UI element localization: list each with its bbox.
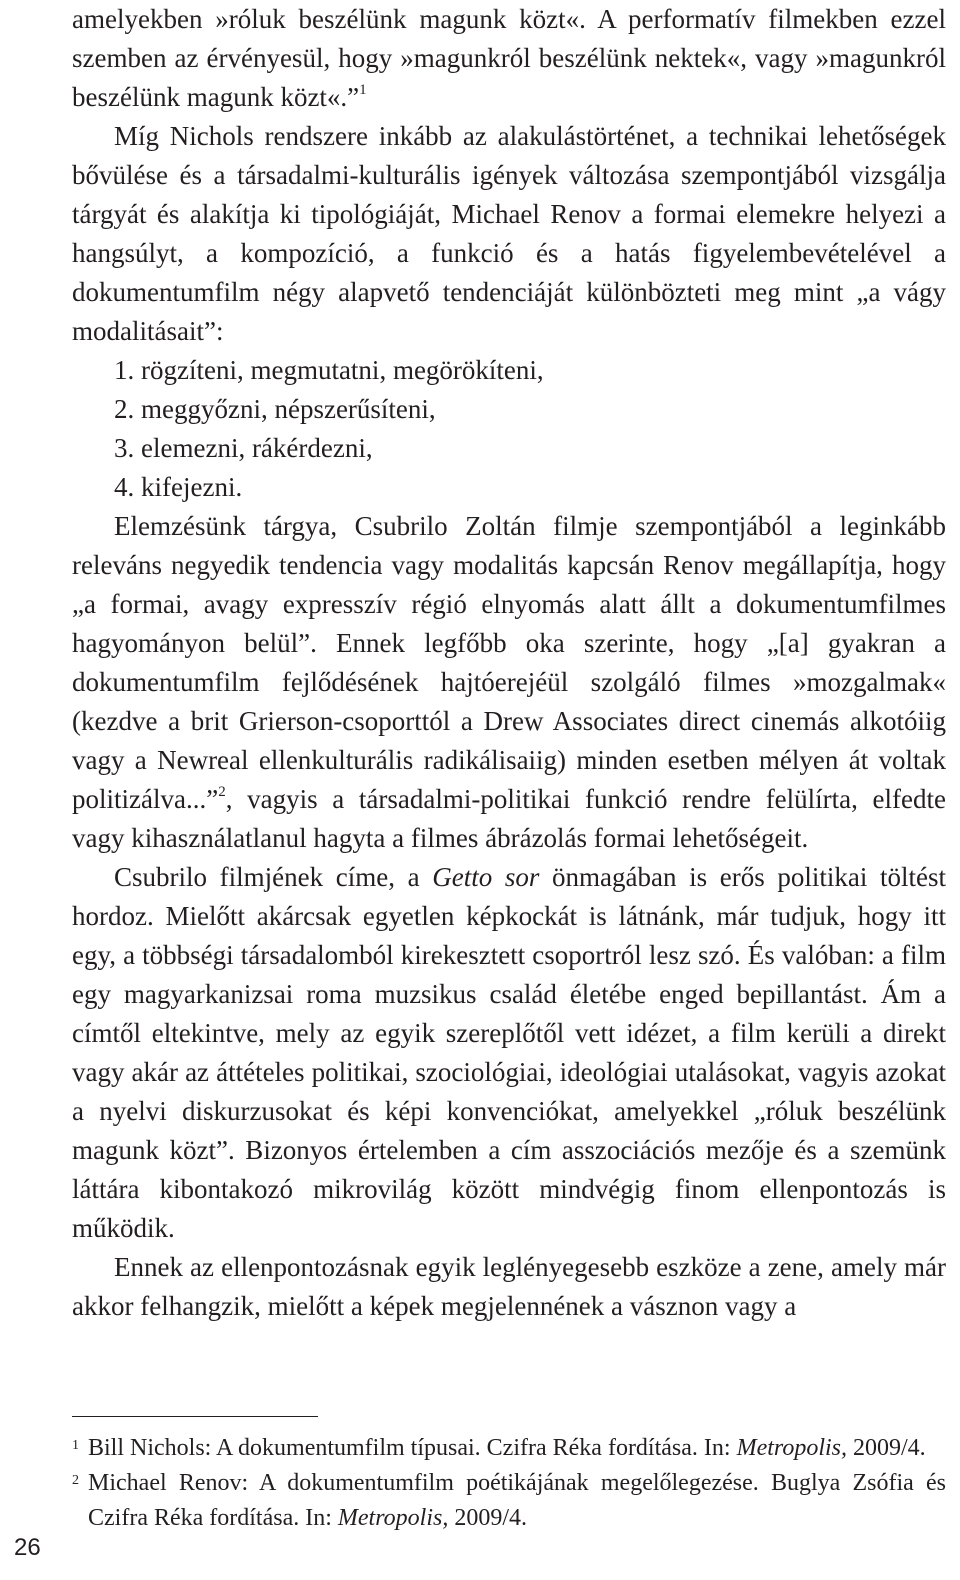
footnote-divider	[72, 1416, 318, 1417]
paragraph-text: amelyekben »róluk beszélünk magunk közt«. A performatív filmekben ezzel szemben az érvényesül, hogy »magunkról beszélünk nektek«, vagy »magunkról beszélünk magunk közt«.”	[72, 4, 946, 112]
list-item: 1. rögzíteni, megmutatni, megörökíteni,	[114, 355, 544, 385]
paragraph: Míg Nichols rendszere inkább az alakulástörténet, a technikai lehetőségek bővülése és a társadalmi-kulturális igények változása szempontjából vizsgálja tárgyát és alakítja ki tipológiáját, Michael Renov a formai elemekre helyezi a hangsúlyt, a kompozíció, a funkció és a hatás figyelembevételével a dokumentumfilm négy alapvető tendenciáját különbözteti meg mint „a vágy modalitásait”:	[72, 121, 946, 346]
list-item: 4. kifejezni.	[114, 472, 243, 502]
journal-title: Metropolis,	[337, 1505, 449, 1531]
footnote-ref[interactable]: 2	[218, 784, 226, 800]
footnote-citation: Bill Nichols: A dokumentumfilm típusai. Czifra Réka fordítása. In:	[88, 1435, 737, 1461]
footnote-ref[interactable]: 1	[359, 82, 367, 98]
paragraph-text: önmagában is erős politikai töltést hordoz. Mielőtt akárcsak egyetlen képkockát is látnánk, már tudjuk, hogy itt egy, a többségi társadalomból kirekesztett csoportról lesz szó. És valóban: a film egy magyarkanizsai roma muzsikus család életébe enged bepillantást. Ám a címtől eltekintve, mely az egyik szereplőtől vett idézet, a film kerüli a direkt vagy akár az áttételes politikai, szociológiai, ideológiai utalásokat, vagyis azokat a nyelvi diskurzusokat és képi konvenciókat, amelyekkel „róluk beszélünk magunk közt”. Bizonyos értelemben a cím asszociációs mezője és a szemünk láttára kibontakozó mikrovilág között mindvégig finom ellenpontozás is működik.	[72, 862, 946, 1243]
footnote-issue: 2009/4.	[847, 1435, 926, 1461]
footnote	[72, 1431, 946, 1466]
list-item: 3. elemezni, rákérdezni,	[114, 433, 373, 463]
page-number: 26	[14, 1534, 41, 1561]
footnote-text	[88, 1431, 946, 1466]
footnotes	[72, 1431, 946, 1536]
footnote-number: 2	[72, 1473, 79, 1488]
paragraph	[72, 507, 946, 858]
journal-title: Metropolis,	[736, 1435, 848, 1461]
paragraph	[72, 858, 946, 1248]
paragraph-text: Csubrilo filmjének címe, a	[114, 862, 433, 892]
paragraph-text: Elemzésünk tárgya, Csubrilo Zoltán filmje szempontjából a leginkább releváns negyedik tendencia vagy modalitás kapcsán Renov megállapítja, hogy „a formai, avagy expresszív régió elnyomás alatt állt a dokumentumfilmes hagyományon belül”. Ennek legfőbb oka szerinte, hogy „[a] gyakran a dokumentumfilm fejlődésének hajtóerejéül szolgáló filmes »mozgalmak« (kezdve a brit Grierson-csoporttól a Drew Associates direct cinemás alkotóiig vagy a Newreal ellenkulturális radikálisaiig) minden esetben mélyen át voltak politizálva...”	[72, 511, 946, 814]
film-title: Getto sor	[432, 862, 540, 892]
footnote-citation: Michael Renov: A dokumentumfilm poétikájának megelőlegezése. Buglya Zsófia és Czifra Réka fordítása. In:	[88, 1470, 946, 1531]
list-item: 2. meggyőzni, népszerűsíteni,	[114, 394, 436, 424]
footnote	[72, 1466, 946, 1536]
footnote-number: 1	[72, 1438, 79, 1453]
footnote-issue: 2009/4.	[448, 1505, 528, 1531]
paragraph: Ennek az ellenpontozásnak egyik leglényegesebb eszköze a zene, amely már akkor felhangzik, mielőtt a képek megjelennének a vásznon vagy a	[72, 1252, 946, 1321]
paragraph-text: , vagyis a társadalmi-politikai funkció rendre felülírta, elfedte vagy kihasználatlanul hagyta a filmes ábrázolás formai lehetőségeit.	[72, 784, 946, 853]
footnote-text	[88, 1466, 946, 1536]
paragraph-continued	[72, 0, 946, 117]
main-text	[72, 0, 946, 1326]
